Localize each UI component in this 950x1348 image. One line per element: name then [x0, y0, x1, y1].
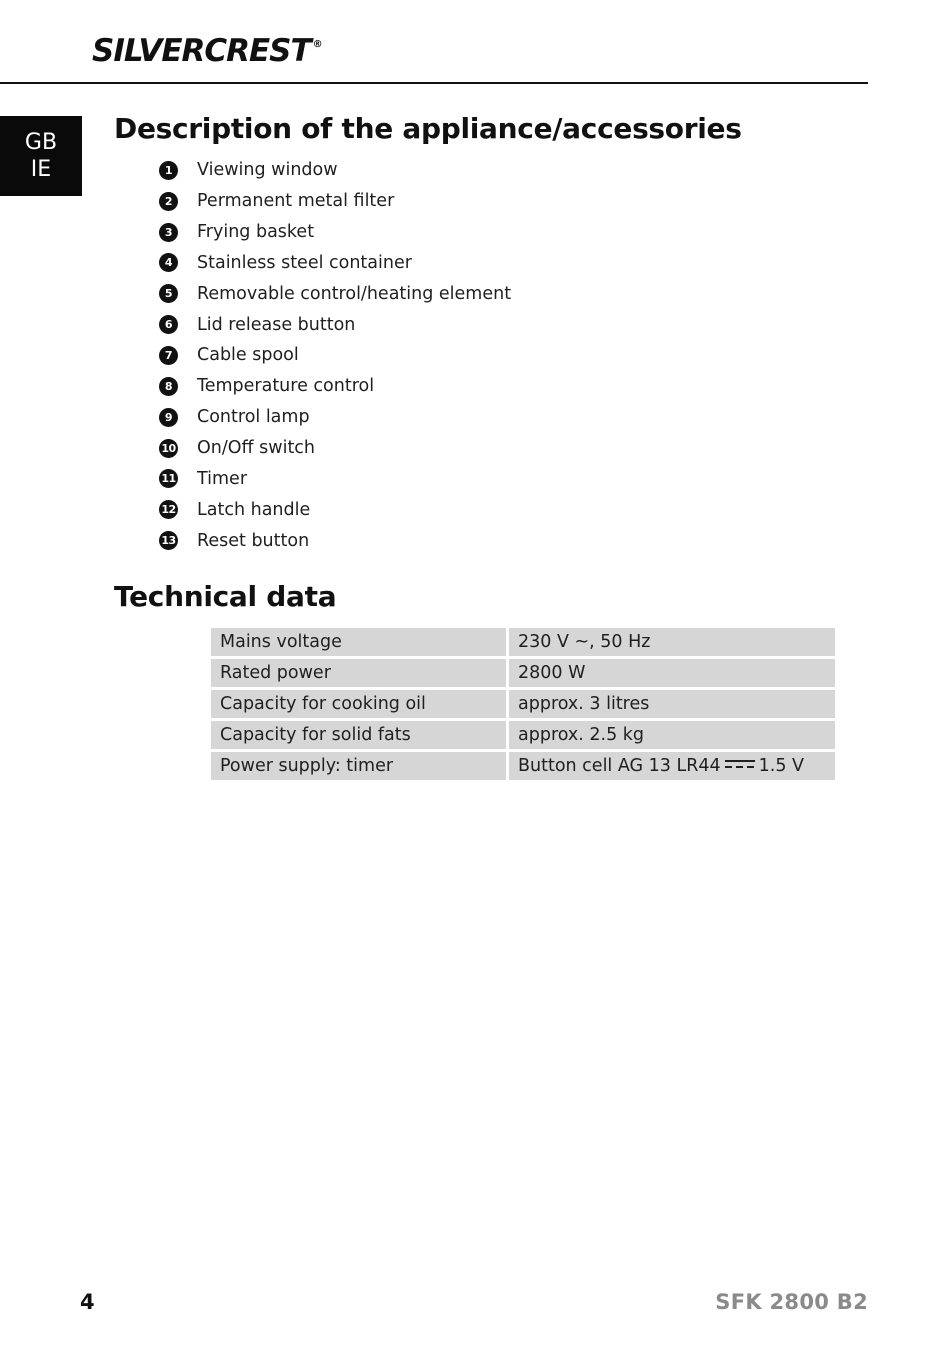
- item-label: Latch handle: [197, 499, 311, 520]
- table-cell-value: 2800 W: [509, 659, 835, 690]
- value-suffix: 1.5 V: [758, 756, 805, 776]
- list-item: [159, 371, 511, 402]
- item-number-badge: 2: [159, 192, 178, 211]
- section-title-description: Description of the appliance/accessories: [114, 112, 742, 145]
- table-row: [211, 659, 835, 690]
- item-number-badge: 5: [159, 284, 178, 303]
- item-number-badge: 7: [159, 346, 178, 365]
- table-row: [211, 752, 835, 783]
- item-number-badge: 4: [159, 253, 178, 272]
- value-text: Button cell AG 13 LR44: [518, 756, 721, 776]
- item-label: Removable control/heating element: [197, 283, 512, 304]
- table-cell-label: Capacity for solid fats: [211, 721, 509, 752]
- item-number-badge: 8: [159, 377, 178, 396]
- table-row: [211, 690, 835, 721]
- page-number: 4: [80, 1290, 95, 1314]
- item-label: Stainless steel container: [197, 252, 412, 273]
- table-cell-label: Capacity for cooking oil: [211, 690, 509, 721]
- list-item: [159, 463, 511, 494]
- table-row: [211, 628, 835, 659]
- list-item: [159, 309, 511, 340]
- list-item: [159, 340, 511, 371]
- item-label: On/Off switch: [197, 438, 316, 459]
- list-item: [159, 278, 511, 309]
- list-item: [159, 525, 511, 556]
- dc-current-icon: [725, 760, 755, 768]
- item-label: Permanent metal filter: [197, 191, 395, 212]
- item-label: Control lamp: [197, 407, 310, 428]
- list-item: [159, 155, 511, 186]
- list-item: [159, 402, 511, 433]
- item-number-badge: 3: [159, 223, 178, 242]
- list-item: [159, 494, 511, 525]
- table-cell-value: approx. 3 litres: [509, 690, 835, 721]
- item-label: Timer: [197, 468, 248, 489]
- item-label: Reset button: [197, 530, 310, 551]
- technical-data-table: [211, 628, 835, 783]
- list-item: [159, 433, 511, 464]
- table-row: [211, 721, 835, 752]
- language-code-gb: GB: [24, 130, 58, 155]
- item-number-badge: 6: [159, 315, 178, 334]
- parts-list: [159, 155, 511, 556]
- table-cell-label: Rated power: [211, 659, 509, 690]
- table-cell-value: 230 V ~, 50 Hz: [509, 628, 835, 659]
- item-label: Lid release button: [197, 314, 356, 335]
- language-code-ie: IE: [30, 157, 52, 182]
- item-label: Frying basket: [197, 222, 315, 243]
- table-cell-value: approx. 2.5 kg: [509, 721, 835, 752]
- item-number-badge: 10: [159, 439, 178, 458]
- item-number-badge: 12: [159, 500, 178, 519]
- item-label: Cable spool: [197, 345, 299, 366]
- list-item: [159, 186, 511, 217]
- item-number-badge: 1: [159, 161, 178, 180]
- header-rule: [0, 82, 868, 84]
- item-label: Temperature control: [197, 376, 375, 397]
- item-label: Viewing window: [197, 160, 338, 181]
- table-cell-label: Mains voltage: [211, 628, 509, 659]
- item-number-badge: 13: [159, 531, 178, 550]
- item-number-badge: 11: [159, 469, 178, 488]
- language-tab: [0, 116, 82, 196]
- model-number: SFK 2800 B2: [715, 1290, 868, 1314]
- list-item: [159, 217, 511, 248]
- table-cell-value: [509, 752, 835, 783]
- item-number-badge: 9: [159, 408, 178, 427]
- table-cell-label: Power supply: timer: [211, 752, 509, 783]
- section-title-technical: Technical data: [114, 580, 337, 613]
- brand-logo: SILVERCREST ®: [92, 33, 322, 69]
- list-item: [159, 248, 511, 279]
